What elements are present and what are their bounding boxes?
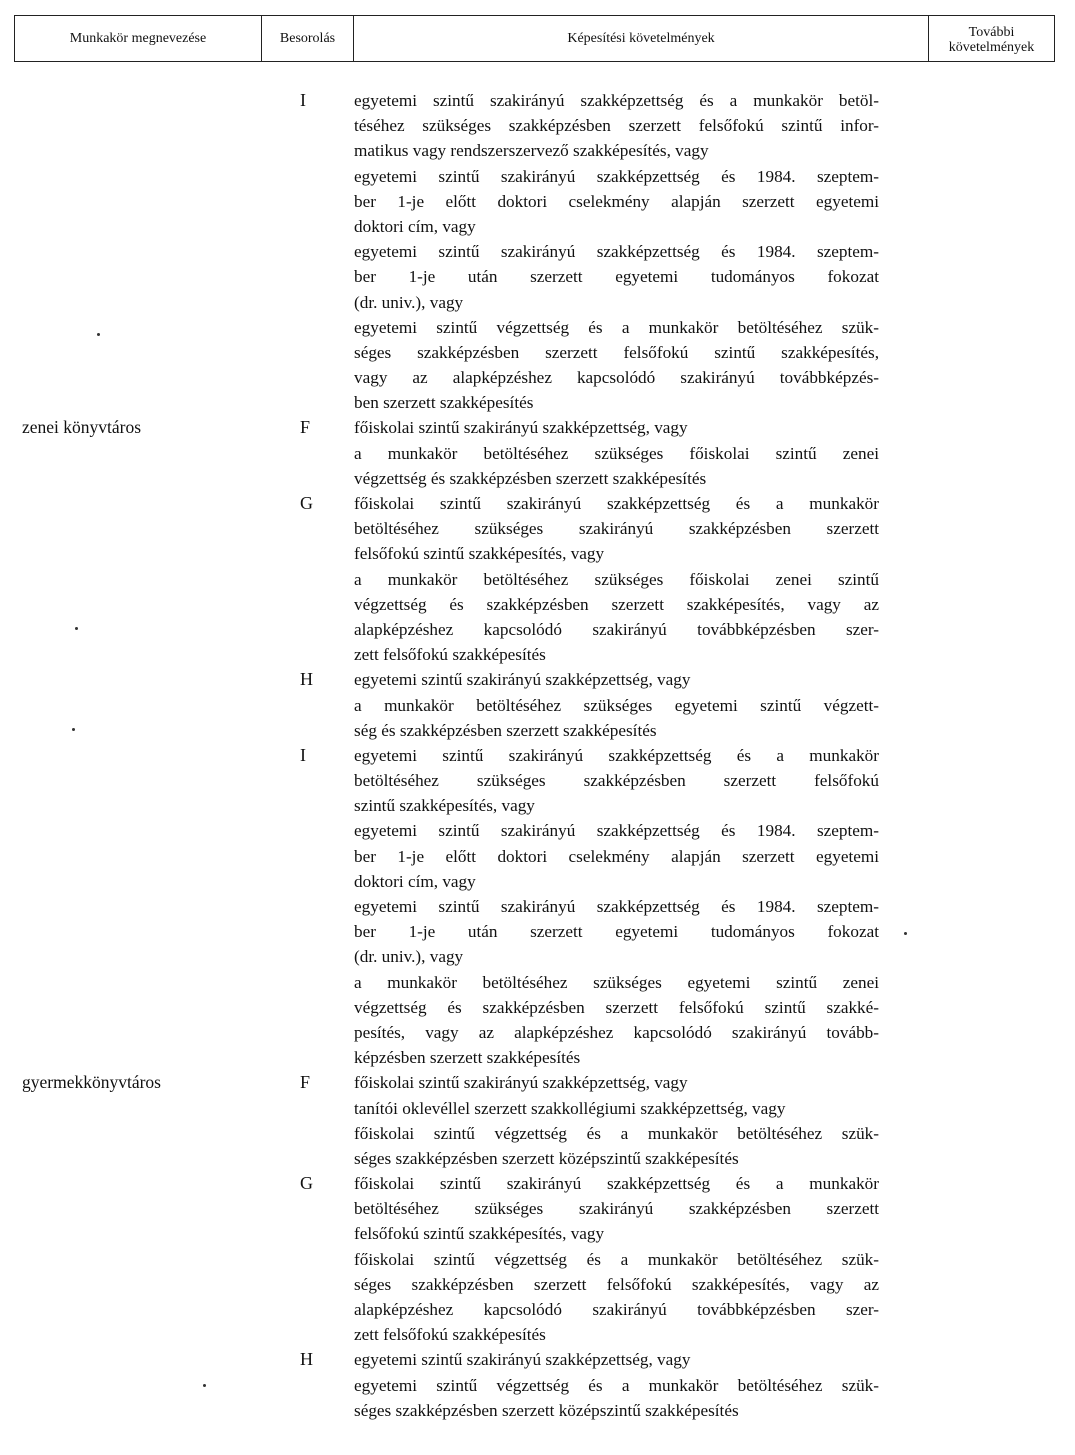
qualification-line: matikus vagy rendszerszervező szakképesítés, vagy (354, 141, 709, 161)
qualification-line: (dr. univ.), vagy (354, 292, 464, 312)
qualification-line: ben szerzett szakképesítés (354, 393, 534, 413)
qualification-line: végzettség és szakképzésben szerzett szakképesítés, vagy az (354, 594, 879, 614)
qualification-line: ber 1-je után szerzett egyetemi tudományos fokozat (354, 922, 879, 942)
qualification-line: egyetemi szintű szakirányú szakképzettség és a munkakör (354, 745, 879, 765)
qualification-line: a munkakör betöltéséhez szükséges egyetemi szintű végzett- (354, 695, 879, 715)
table-row (0, 1171, 1075, 1347)
qualification-line: ber 1-je után szerzett egyetemi tudományos fokozat (354, 267, 879, 287)
qualification-line: ség és szakképzésben szerzett szakképesítés (354, 720, 657, 740)
qualification-line: egyetemi szintű végzettség és a munkakör betöltéséhez szük- (354, 317, 879, 337)
qualification-line: pesítés, vagy az alapképzéshez kapcsolódó szakirányú tovább- (354, 1022, 879, 1042)
grade-cell: F (300, 417, 311, 438)
qualification-cell (354, 491, 879, 667)
qualification-line: séges szakképzésben szerzett középszintű szakképesítés (354, 1148, 739, 1168)
qualification-line: séges szakképzésben szerzett felsőfokú szintű szakképesítés, (354, 342, 879, 362)
qualification-line: szintű szakképesítés, vagy (354, 796, 535, 816)
grade-cell: G (300, 1173, 313, 1194)
qualification-line: főiskolai szintű szakirányú szakképzettség, vagy (354, 1073, 688, 1093)
qualification-line: egyetemi szintű szakirányú szakképzettség, vagy (354, 1350, 691, 1370)
qualification-line: tanítói oklevéllel szerzett szakkollégiumi szakképzettség, vagy (354, 1098, 786, 1118)
header-job-title: Munkakör megnevezése (15, 16, 262, 61)
header-qualification: Képesítési követelmények (354, 16, 929, 61)
job-title-cell: gyermekkönyvtáros (22, 1072, 161, 1093)
qualification-line: képzésben szerzett szakképesítés (354, 1048, 581, 1068)
table-row (0, 1347, 1075, 1423)
qualification-cell (354, 1070, 879, 1171)
table-row (0, 415, 1075, 491)
qualification-line: vagy az alapképzéshez kapcsolódó szakirányú továbbképzés- (354, 368, 879, 388)
grade-cell: H (300, 1349, 313, 1370)
qualification-line: ber 1-je előtt doktori cselekmény alapján szerzett egyetemi (354, 846, 879, 866)
qualification-line: végzettség és szakképzésben szerzett felsőfokú szintű szakké- (354, 997, 879, 1017)
qualification-line: egyetemi szintű szakirányú szakképzettség, vagy (354, 670, 691, 690)
qualification-line: felsőfokú szintű szakképesítés, vagy (354, 544, 605, 564)
qualification-cell (354, 415, 879, 491)
qualification-cell (354, 1171, 879, 1347)
qualification-cell (354, 1347, 879, 1423)
qualification-line: a munkakör betöltéséhez szükséges egyetemi szintű zenei (354, 972, 879, 992)
grade-cell: F (300, 1072, 311, 1093)
qualification-line: a munkakör betöltéséhez szükséges főiskolai szintű zenei (354, 443, 879, 463)
qualification-line: doktori cím, vagy (354, 216, 476, 236)
qualification-line: egyetemi szintű végzettség és a munkakör betöltéséhez szük- (354, 1375, 879, 1395)
scan-speck (97, 333, 100, 336)
table-row (0, 491, 1075, 667)
qualification-line: felsőfokú szintű szakképesítés, vagy (354, 1224, 605, 1244)
qualification-line: betöltéséhez szükséges szakirányú szakképzésben szerzett (354, 519, 879, 539)
header-extra-line2: követelmények (948, 39, 1035, 55)
table-row (0, 1070, 1075, 1171)
qualification-line: séges szakképzésben szerzett felsőfokú szakképesítés, vagy az (354, 1274, 879, 1294)
job-title-cell: zenei könyvtáros (22, 417, 142, 438)
qualification-line: egyetemi szintű szakirányú szakképzettség és 1984. szeptem- (354, 166, 879, 186)
header-extra-requirements (929, 16, 1054, 61)
qualification-line: főiskolai szintű szakirányú szakképzettség, vagy (354, 418, 688, 438)
qualification-line: a munkakör betöltéséhez szükséges főiskolai zenei szintű (354, 569, 879, 589)
qualification-cell (354, 88, 879, 415)
scan-speck (904, 932, 907, 935)
grade-cell: H (300, 669, 313, 690)
grade-cell: I (300, 744, 306, 765)
qualification-line: végzettség és szakképzésben szerzett szakképesítés (354, 468, 707, 488)
scan-speck (75, 627, 78, 630)
qualification-line: alapképzéshez kapcsolódó szakirányú továbbképzésben szer- (354, 619, 879, 639)
table-row (0, 743, 1075, 1070)
grade-cell: G (300, 493, 313, 513)
table-body (0, 88, 1075, 1423)
qualification-line: egyetemi szintű szakirányú szakképzettség és 1984. szeptem- (354, 897, 879, 916)
qualification-line: séges szakképzésben szerzett középszintű szakképesítés (354, 1400, 739, 1420)
qualification-cell (354, 667, 879, 743)
table-row (0, 88, 1075, 415)
qualification-line: (dr. univ.), vagy (354, 947, 464, 967)
qualification-line: egyetemi szintű szakirányú szakképzettség és 1984. szeptem- (354, 242, 879, 262)
qualification-line: főiskolai szintű végzettség és a munkakör betöltéséhez szük- (354, 1123, 879, 1143)
qualification-line: betöltéséhez szükséges szakképzésben szerzett felsőfokú (354, 771, 879, 791)
table-header (14, 15, 1055, 62)
qualification-line: zett felsőfokú szakképesítés (354, 1325, 546, 1345)
qualification-line: betöltéséhez szükséges szakirányú szakképzésben szerzett (354, 1199, 879, 1219)
qualification-line: téséhez szükséges szakképzésben szerzett felsőfokú szintű infor- (354, 116, 879, 136)
qualification-line: egyetemi szintű szakirányú szakképzettség és 1984. szeptem- (354, 821, 879, 841)
qualification-line: zett felsőfokú szakképesítés (354, 645, 546, 665)
qualification-line: főiskolai szintű szakirányú szakképzettség és a munkakör (354, 494, 879, 513)
scan-speck (203, 1384, 206, 1387)
header-grade: Besorolás (262, 16, 354, 61)
scan-speck (72, 728, 75, 731)
qualification-line: egyetemi szintű szakirányú szakképzettség és a munkakör betöl- (354, 91, 879, 110)
table-row (0, 667, 1075, 743)
qualification-line: főiskolai szintű szakirányú szakképzettség és a munkakör (354, 1174, 879, 1194)
header-extra-line1: További (968, 24, 1015, 40)
qualification-line: doktori cím, vagy (354, 871, 476, 891)
qualification-line: főiskolai szintű végzettség és a munkakör betöltéséhez szük- (354, 1249, 879, 1269)
grade-cell: I (300, 90, 306, 110)
qualification-line: ber 1-je előtt doktori cselekmény alapján szerzett egyetemi (354, 191, 879, 211)
qualification-cell (354, 743, 879, 1070)
qualification-line: alapképzéshez kapcsolódó szakirányú továbbképzésben szer- (354, 1300, 879, 1319)
